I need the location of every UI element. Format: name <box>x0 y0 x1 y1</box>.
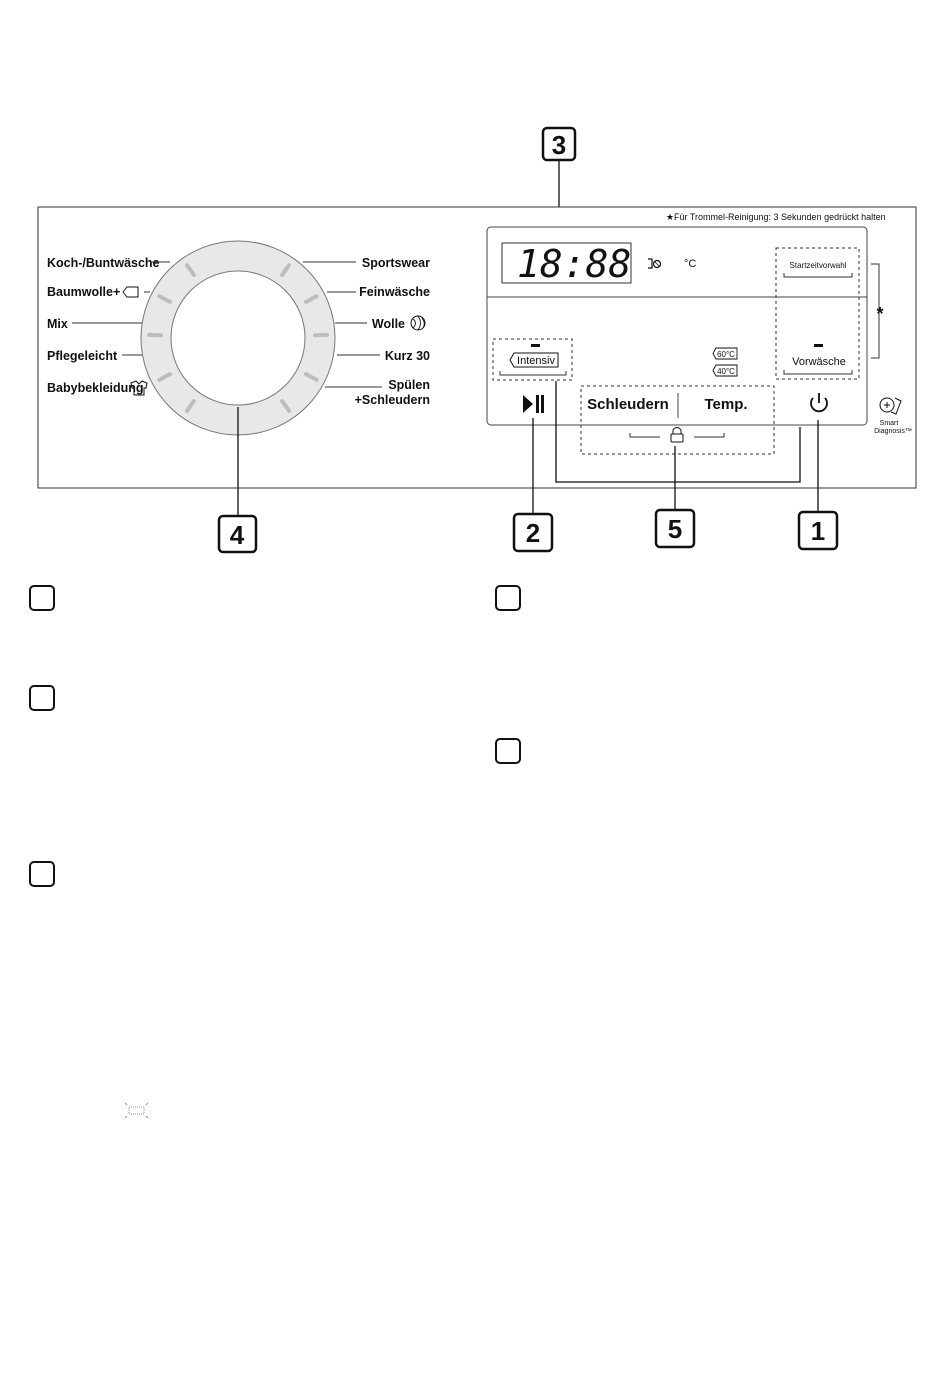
callout-1 <box>799 512 837 549</box>
program-wolle[interactable]: Wolle <box>371 317 405 331</box>
program-mix[interactable]: Mix <box>47 317 68 331</box>
temperature-unit: °C <box>684 258 697 270</box>
section-marker <box>30 586 54 610</box>
section-marker <box>496 586 520 610</box>
callout-3-label: 3 <box>551 130 567 160</box>
intensiv-indicator <box>531 344 540 347</box>
drum-cleaning-note: Für Trommel-Reinigung: 3 Sekunden gedrückt halten <box>674 212 886 222</box>
intensiv-button[interactable] <box>510 353 558 367</box>
program-koch-buntwaesche[interactable]: Koch-/Buntwäsche <box>47 256 160 270</box>
section-marker <box>30 686 54 710</box>
callout-4 <box>219 516 256 552</box>
program-babybekleidung[interactable]: Babybekleidung <box>47 381 144 395</box>
program-baumwolle-plus[interactable]: Baumwolle+ <box>47 285 121 299</box>
vorwaesche-button[interactable]: Vorwäsche <box>792 356 846 368</box>
callout-4-label: 4 <box>229 520 245 550</box>
callout-2 <box>514 514 552 551</box>
intensiv-label: Intensiv <box>517 355 555 367</box>
program-sportswear[interactable]: Sportswear <box>361 256 430 270</box>
schleudern-button[interactable]: Schleudern <box>587 396 669 413</box>
temp-60-indicator <box>713 348 737 359</box>
cleaning-note-star: ★ <box>666 212 675 222</box>
cleaning-star: * <box>876 304 884 324</box>
startzeitvorwahl-button[interactable]: Startzeitvorwahl <box>789 261 847 270</box>
program-schleudern-suffix: +Schleudern <box>354 393 430 407</box>
callout-5 <box>656 510 694 547</box>
program-kurz-30[interactable]: Kurz 30 <box>384 349 430 363</box>
temp-button[interactable]: Temp. <box>704 396 748 413</box>
callout-5-label: 5 <box>667 514 683 544</box>
program-spuelen[interactable]: Spülen <box>388 378 430 392</box>
section-marker <box>496 739 520 763</box>
prewash-indicator <box>814 344 823 347</box>
smart-diagnosis-line2: Diagnosis™ <box>874 428 912 435</box>
program-dial[interactable] <box>141 241 335 435</box>
smart-diagnosis-line1: Smart <box>879 420 899 427</box>
temp-40-indicator <box>713 365 737 376</box>
digit-display: 18:88 <box>517 242 632 286</box>
callout-2-label: 2 <box>525 518 541 548</box>
program-feinwaesche[interactable]: Feinwäsche <box>359 285 430 299</box>
program-pflegeleicht[interactable]: Pflegeleicht <box>47 349 118 363</box>
temp-60-label: 60°C <box>717 350 735 359</box>
section-marker <box>30 862 54 886</box>
blinking-indicator-icon <box>125 1103 148 1118</box>
callout-1-label: 1 <box>810 516 826 546</box>
temp-40-label: 40°C <box>717 367 735 376</box>
